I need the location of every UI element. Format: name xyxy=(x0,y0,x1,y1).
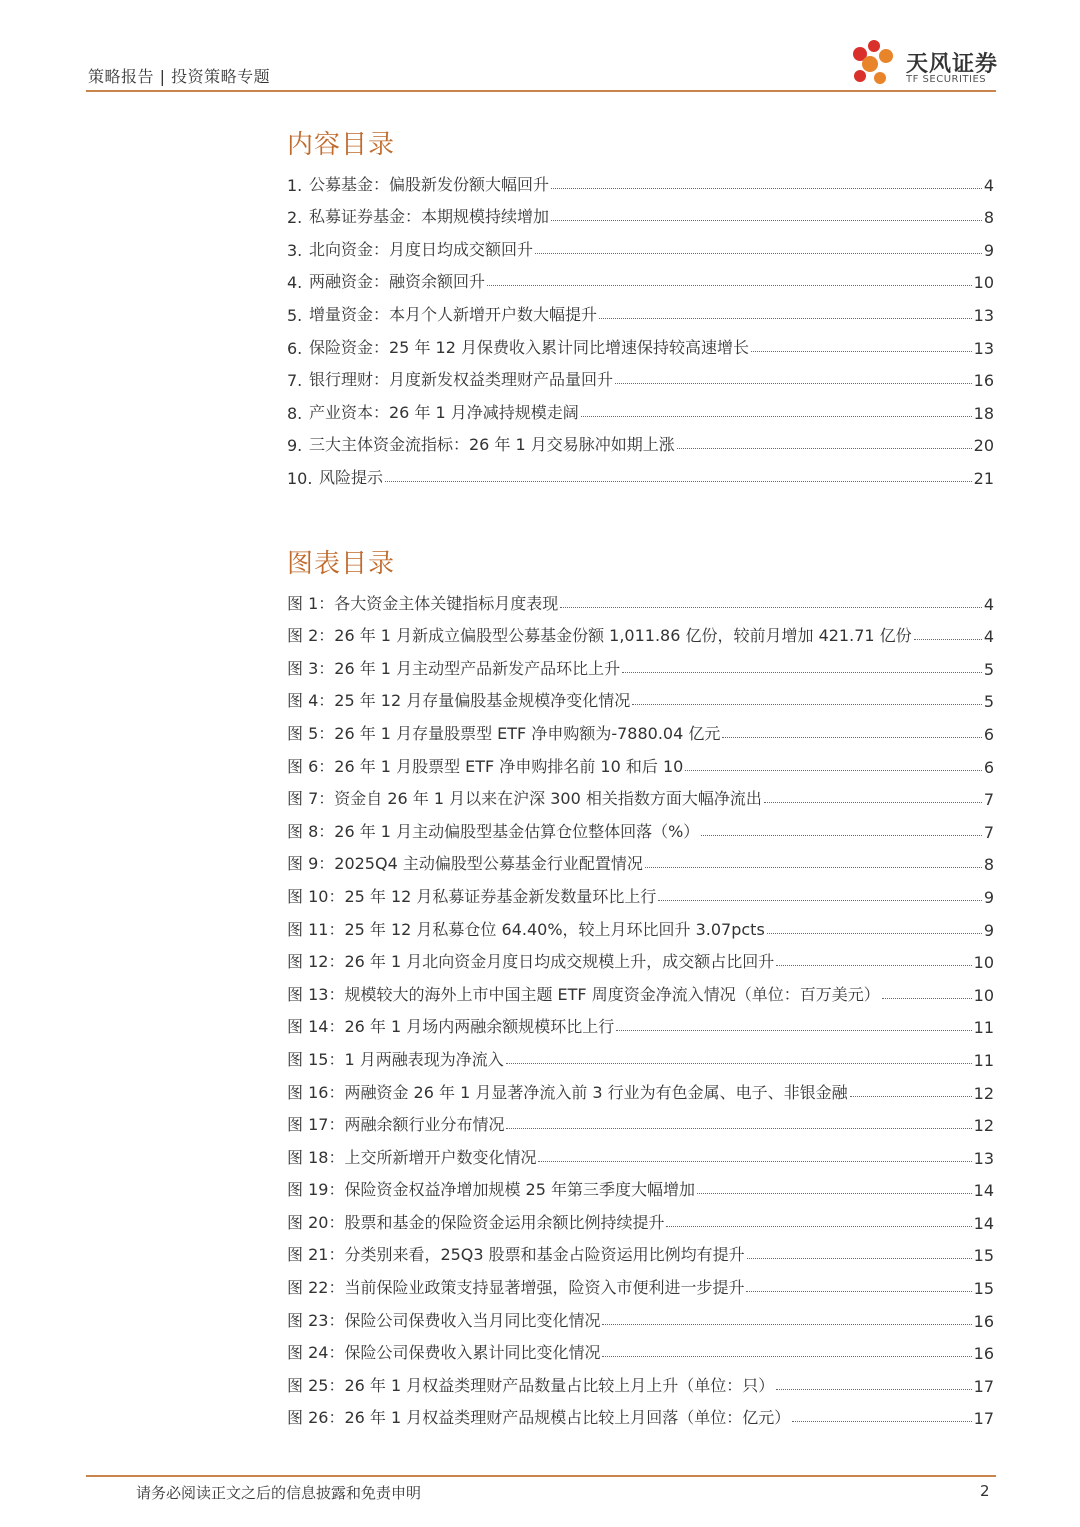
toc-item-number: 6. xyxy=(287,338,303,358)
figure-item[interactable] xyxy=(287,1396,994,1429)
dot-leader xyxy=(914,639,982,640)
dot-leader xyxy=(506,1063,972,1064)
figure-item-page: 15 xyxy=(973,1246,994,1266)
figure-item[interactable] xyxy=(287,1363,994,1396)
toc-item-number: 1. xyxy=(287,175,303,195)
figure-item-label: 图 24：保险公司保费收入累计同比变化情况 xyxy=(287,1343,601,1363)
figure-item-label: 图 4：25 年 12 月存量偏股基金规模净变化情况 xyxy=(287,691,631,711)
figures-list xyxy=(287,581,994,1428)
dot-leader xyxy=(551,188,982,189)
figure-item[interactable] xyxy=(287,809,994,842)
dot-leader xyxy=(677,448,972,449)
toc-item-number: 2. xyxy=(287,208,303,228)
toc-item-label: 银行理财：月度新发权益类理财产品量回升 xyxy=(309,370,614,390)
figure-item-page: 7 xyxy=(983,822,994,842)
figure-item-page: 17 xyxy=(973,1376,994,1396)
toc-item[interactable] xyxy=(287,455,994,488)
toc-item-page: 20 xyxy=(973,436,994,456)
toc-item[interactable] xyxy=(287,195,994,228)
dot-leader xyxy=(616,1030,971,1031)
figure-item-label: 图 18：上交所新增开户数变化情况 xyxy=(287,1147,537,1167)
toc-item-page: 13 xyxy=(973,338,994,358)
toc-item[interactable] xyxy=(287,423,994,456)
toc-item-label: 私募证券基金：本期规模持续增加 xyxy=(309,207,550,227)
figure-item-page: 7 xyxy=(983,790,994,810)
dot-leader xyxy=(792,1421,971,1422)
figure-item-page: 9 xyxy=(983,887,994,907)
brand-name-cn: 天风证券 xyxy=(906,52,999,77)
toc-item-page: 21 xyxy=(973,468,994,488)
toc-item-number: 4. xyxy=(287,273,303,293)
figure-item[interactable] xyxy=(287,614,994,647)
figure-item[interactable] xyxy=(287,744,994,777)
figure-item[interactable] xyxy=(287,1070,994,1103)
figure-item-label: 图 21：分类别来看，25Q3 股票和基金占险资运用比例均有提升 xyxy=(287,1245,745,1265)
toc-item-number: 10. xyxy=(287,468,313,488)
toc-item-label: 三大主体资金流指标：26 年 1 月交易脉冲如期上涨 xyxy=(309,435,675,455)
figure-item-label: 图 10：25 年 12 月私募证券基金新发数量环比上行 xyxy=(287,886,657,906)
toc-item-label: 保险资金：25 年 12 月保费收入累计同比增速保持较高速增长 xyxy=(309,337,749,357)
figure-item[interactable] xyxy=(287,874,994,907)
dot-leader xyxy=(751,351,972,352)
figure-item-label: 图 13：规模较大的海外上市中国主题 ETF 周度资金净流入情况（单位：百万美元） xyxy=(287,984,880,1004)
figure-item[interactable] xyxy=(287,581,994,614)
figure-item[interactable] xyxy=(287,1233,994,1266)
figure-item-label: 图 11：25 年 12 月私募仓位 64.40%，较上月环比回升 3.07pcts xyxy=(287,919,765,939)
figure-item-label: 图 2：26 年 1 月新成立偏股型公募基金份额 1,011.86 亿份，较前月增加 421.71 亿份 xyxy=(287,626,912,646)
toc-item[interactable] xyxy=(287,260,994,293)
toc-item[interactable] xyxy=(287,227,994,260)
figure-item[interactable] xyxy=(287,907,994,940)
dot-leader xyxy=(697,1193,972,1194)
header-divider xyxy=(86,90,996,92)
toc-item-page: 18 xyxy=(973,403,994,423)
dot-leader xyxy=(666,1226,971,1227)
toc-item[interactable] xyxy=(287,292,994,325)
dot-leader xyxy=(685,770,982,771)
figure-item-page: 5 xyxy=(983,659,994,679)
figure-item-page: 10 xyxy=(973,953,994,973)
dot-leader xyxy=(535,253,982,254)
toc-item-page: 16 xyxy=(973,371,994,391)
figure-item-page: 4 xyxy=(983,627,994,647)
dot-leader xyxy=(538,1161,971,1162)
figure-item[interactable] xyxy=(287,1037,994,1070)
figure-item-page: 8 xyxy=(983,855,994,875)
figure-item-label: 图 5：26 年 1 月存量股票型 ETF 净申购额为-7880.04 亿元 xyxy=(287,723,721,743)
figure-item-label: 图 7：资金自 26 年 1 月以来在沪深 300 相关指数方面大幅净流出 xyxy=(287,789,762,809)
dot-leader xyxy=(615,383,972,384)
figure-item-page: 14 xyxy=(973,1213,994,1233)
toc-item-page: 13 xyxy=(973,305,994,325)
toc-item-number: 9. xyxy=(287,436,303,456)
toc-item-page: 8 xyxy=(983,208,994,228)
figure-item-page: 6 xyxy=(983,724,994,744)
figure-item-page: 14 xyxy=(973,1181,994,1201)
page-number: 2 xyxy=(980,1482,990,1500)
toc-title: 内容目录 xyxy=(287,130,396,160)
footer-divider xyxy=(86,1475,996,1477)
figure-item-label: 图 1：各大资金主体关键指标月度表现 xyxy=(287,593,559,613)
dot-leader xyxy=(776,965,971,966)
figure-item-label: 图 17：两融余额行业分布情况 xyxy=(287,1115,505,1135)
figure-item-page: 5 xyxy=(983,692,994,712)
toc-item-number: 5. xyxy=(287,305,303,325)
footer-disclaimer: 请务必阅读正文之后的信息披露和免责申明 xyxy=(136,1484,422,1502)
figure-item-label: 图 8：26 年 1 月主动偏股型基金估算仓位整体回落（%） xyxy=(287,821,700,841)
dot-leader xyxy=(645,867,982,868)
toc-item-label: 北向资金：月度日均成交额回升 xyxy=(309,239,534,259)
figure-item-label: 图 9：2025Q4 主动偏股型公募基金行业配置情况 xyxy=(287,854,643,874)
dot-leader xyxy=(602,1356,971,1357)
dot-leader xyxy=(658,900,981,901)
figure-item-page: 17 xyxy=(973,1409,994,1429)
figure-item-label: 图 12：26 年 1 月北向资金月度日均成交规模上升，成交额占比回升 xyxy=(287,952,775,972)
figure-item-page: 12 xyxy=(973,1116,994,1136)
toc-item[interactable] xyxy=(287,390,994,423)
dot-leader xyxy=(632,704,982,705)
figure-item[interactable] xyxy=(287,940,994,973)
dot-leader xyxy=(506,1128,971,1129)
figure-item-label: 图 20：股票和基金的保险资金运用余额比例持续提升 xyxy=(287,1212,665,1232)
toc-item-label: 产业资本：26 年 1 月净减持规模走阔 xyxy=(309,402,579,422)
dot-leader xyxy=(551,220,982,221)
dot-leader xyxy=(487,285,972,286)
dot-leader xyxy=(581,416,972,417)
figure-item[interactable] xyxy=(287,842,994,875)
toc-item-number: 3. xyxy=(287,240,303,260)
figure-item-page: 16 xyxy=(973,1311,994,1331)
figure-item-page: 10 xyxy=(973,985,994,1005)
dot-leader xyxy=(767,933,982,934)
toc-item-label: 风险提示 xyxy=(319,467,384,487)
figure-item[interactable] xyxy=(287,646,994,679)
figure-item[interactable] xyxy=(287,1005,994,1038)
dot-leader xyxy=(385,481,972,482)
figure-item[interactable] xyxy=(287,711,994,744)
figures-title: 图表目录 xyxy=(287,549,396,579)
figure-item[interactable] xyxy=(287,777,994,810)
figure-item-page: 15 xyxy=(973,1279,994,1299)
figure-item[interactable] xyxy=(287,1298,994,1331)
toc-item-label: 公募基金：偏股新发份额大幅回升 xyxy=(309,174,550,194)
toc-item-page: 4 xyxy=(983,175,994,195)
figure-item-page: 4 xyxy=(983,594,994,614)
dot-leader xyxy=(850,1096,972,1097)
figure-item-label: 图 14：26 年 1 月场内两融余额规模环比上行 xyxy=(287,1017,615,1037)
dot-leader xyxy=(701,835,982,836)
figure-item-page: 13 xyxy=(973,1148,994,1168)
toc-item-page: 10 xyxy=(973,273,994,293)
toc-item[interactable] xyxy=(287,162,994,195)
toc-item[interactable] xyxy=(287,325,994,358)
toc-item-number: 8. xyxy=(287,403,303,423)
figure-item-page: 16 xyxy=(973,1344,994,1364)
toc-item-label: 增量资金：本月个人新增开户数大幅提升 xyxy=(309,304,598,324)
toc-item-number: 7. xyxy=(287,371,303,391)
figure-item[interactable] xyxy=(287,1331,994,1364)
dot-leader xyxy=(747,1258,972,1259)
dot-leader xyxy=(776,1389,971,1390)
figure-item[interactable] xyxy=(287,1103,994,1136)
figure-item-label: 图 16：两融资金 26 年 1 月显著净流入前 3 行业为有色金属、电子、非银金融 xyxy=(287,1082,848,1102)
dot-leader xyxy=(602,1324,971,1325)
figure-item-page: 12 xyxy=(973,1083,994,1103)
dot-leader xyxy=(882,998,972,999)
figure-item-label: 图 25：26 年 1 月权益类理财产品数量占比较上月上升（单位：只） xyxy=(287,1375,775,1395)
dot-leader xyxy=(722,737,981,738)
report-category: 策略报告 | 投资策略专题 xyxy=(88,67,271,86)
dot-leader xyxy=(746,1291,971,1292)
figure-item[interactable] xyxy=(287,1265,994,1298)
figure-item-page: 11 xyxy=(973,1018,994,1038)
figure-item[interactable] xyxy=(287,1200,994,1233)
dot-leader xyxy=(560,607,982,608)
figure-item-page: 11 xyxy=(973,1050,994,1070)
toc-item[interactable] xyxy=(287,358,994,391)
figure-item[interactable] xyxy=(287,972,994,1005)
figure-item-label: 图 15：1 月两融表现为净流入 xyxy=(287,1049,504,1069)
brand-name-en: TF SECURITIES xyxy=(906,74,987,85)
toc-list xyxy=(287,162,994,488)
figure-item-label: 图 26：26 年 1 月权益类理财产品规模占比较上月回落（单位：亿元） xyxy=(287,1408,791,1428)
figure-item-label: 图 3：26 年 1 月主动型产品新发产品环比上升 xyxy=(287,658,621,678)
figure-item[interactable] xyxy=(287,679,994,712)
figure-item[interactable] xyxy=(287,1135,994,1168)
figure-item-page: 6 xyxy=(983,757,994,777)
toc-item-page: 9 xyxy=(983,240,994,260)
toc-item-label: 两融资金：融资余额回升 xyxy=(309,272,486,292)
dot-leader xyxy=(764,802,982,803)
dot-leader xyxy=(599,318,972,319)
figure-item-page: 9 xyxy=(983,920,994,940)
figure-item-label: 图 19：保险资金权益净增加规模 25 年第三季度大幅增加 xyxy=(287,1180,695,1200)
figure-item-label: 图 6：26 年 1 月股票型 ETF 净申购排名前 10 和后 10 xyxy=(287,756,684,776)
figure-item-label: 图 23：保险公司保费收入当月同比变化情况 xyxy=(287,1310,601,1330)
figure-item-label: 图 22：当前保险业政策支持显著增强，险资入市便利进一步提升 xyxy=(287,1278,745,1298)
figure-item[interactable] xyxy=(287,1168,994,1201)
dot-leader xyxy=(622,672,982,673)
